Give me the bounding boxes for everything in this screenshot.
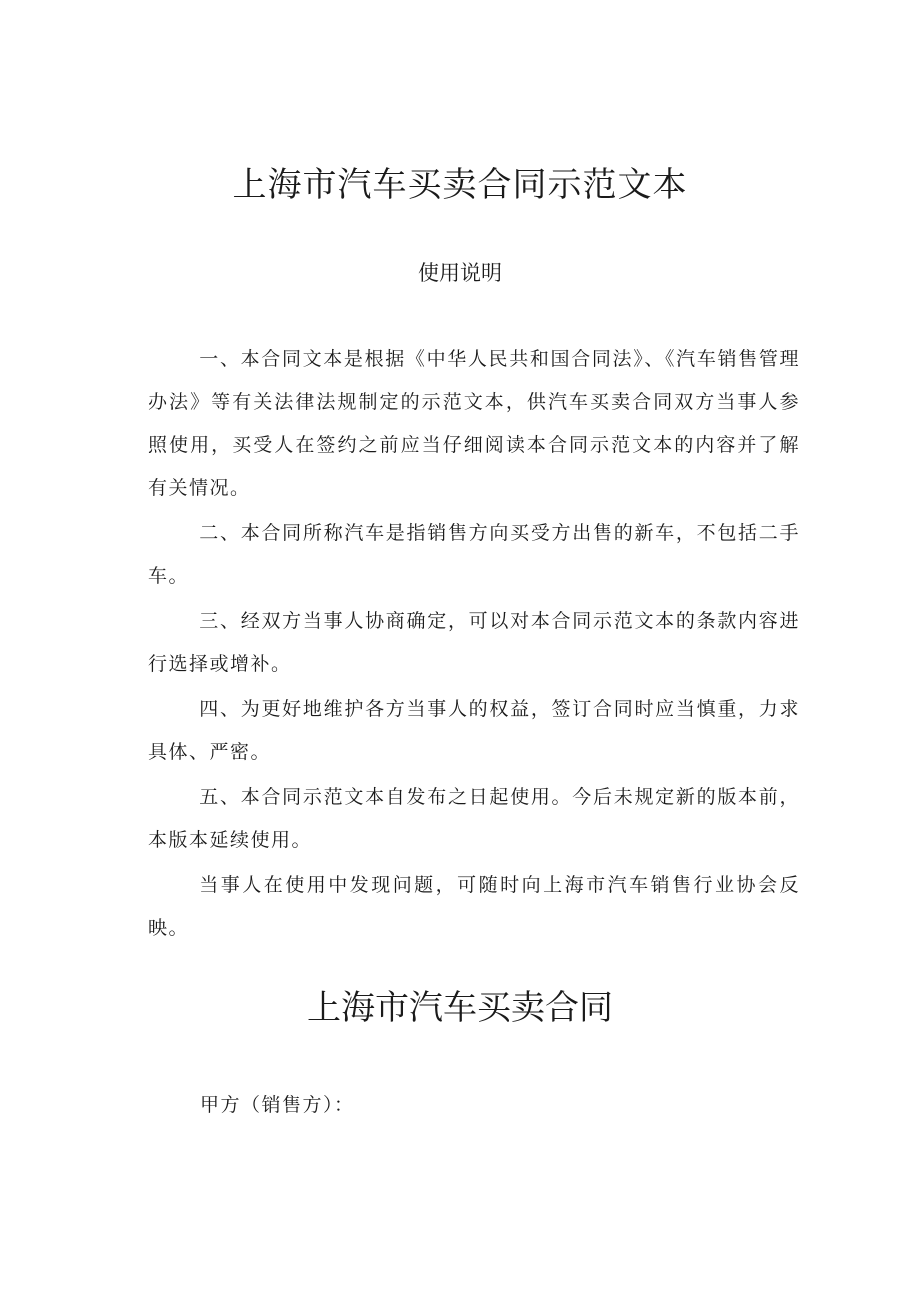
instructions-heading: 使用说明 bbox=[418, 261, 502, 285]
instruction-paragraph-4: 四、为更好地维护各方当事人的权益，签订合同时应当慎重，力求具体、严密。 bbox=[148, 698, 800, 763]
instruction-paragraph-6: 当事人在使用中发现问题，可随时向上海市汽车销售行业协会反映。 bbox=[148, 874, 800, 939]
instruction-paragraph-1: 一、本合同文本是根据《中华人民共和国合同法》、《汽车销售管理办法》等有关法律法规制定的示范文本，供汽车买卖合同双方当事人参照使用，买受人在签约之前应当仔细阅读本合同示范文本的内容并了解有关情况。 bbox=[148, 348, 800, 499]
instructions-body bbox=[148, 338, 800, 952]
main-title: 上海市汽车买卖合同示范文本 bbox=[232, 165, 688, 205]
contract-title: 上海市汽车买卖合同 bbox=[307, 988, 613, 1028]
instruction-paragraph-5: 五、本合同示范文本自发布之日起使用。今后未规定新的版本前，本版本延续使用。 bbox=[148, 786, 800, 851]
instruction-paragraph-3: 三、经双方当事人协商确定，可以对本合同示范文本的条款内容进行选择或增补。 bbox=[148, 610, 800, 675]
instruction-paragraph-2: 二、本合同所称汽车是指销售方向买受方出售的新车，不包括二手车。 bbox=[148, 522, 800, 587]
party-a-label: 甲方（销售方）： bbox=[200, 1094, 355, 1116]
